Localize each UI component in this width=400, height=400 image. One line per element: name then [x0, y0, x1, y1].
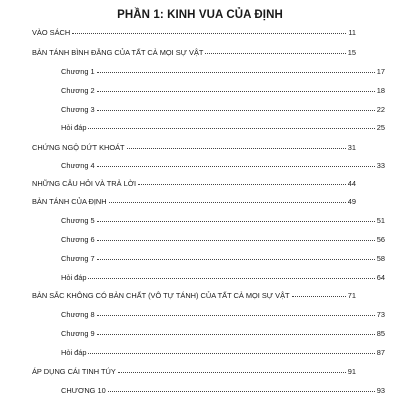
- dot-leader: [118, 372, 346, 373]
- toc-entry-label: Chương 6: [61, 235, 95, 244]
- toc-entry: [32, 198, 356, 205]
- dot-leader: [292, 296, 346, 297]
- toc-entry-label: Chương 4: [61, 161, 95, 170]
- toc-entry: [32, 68, 385, 75]
- toc-entry-label: Chương 7: [61, 254, 95, 263]
- dot-leader: [97, 315, 375, 316]
- toc-entry-page: 17: [376, 67, 385, 76]
- toc-entry: [32, 330, 385, 337]
- dot-leader: [97, 259, 375, 260]
- toc-entry-page: 11: [348, 28, 356, 37]
- toc-entry-page: 85: [376, 329, 385, 338]
- toc-entry: [32, 49, 356, 56]
- toc-entry-page: 71: [347, 291, 356, 300]
- dot-leader: [108, 391, 375, 392]
- toc-entry-page: 93: [376, 386, 385, 395]
- toc-entry-page: 64: [376, 273, 385, 282]
- toc-entry-label: VÀO SÁCH: [32, 28, 71, 37]
- toc-entry-label: CHƯƠNG 10: [61, 386, 106, 395]
- toc-entry-label: Chương 5: [61, 216, 95, 225]
- toc-entry: [32, 162, 385, 169]
- toc-entry: [32, 87, 385, 94]
- toc-entry: [32, 292, 356, 299]
- toc-entry-label: Chương 1: [61, 67, 95, 76]
- dot-leader: [88, 278, 374, 279]
- toc-entry-label: BẢN TÁNH BÌNH ĐẲNG CỦA TẤT CẢ MỌI SỰ VẬT: [32, 48, 204, 57]
- toc-entry-page: 22: [376, 105, 385, 114]
- toc-entry-label: Chương 9: [61, 329, 95, 338]
- dot-leader: [97, 91, 375, 92]
- toc-entry: [32, 106, 385, 113]
- toc-entry: [32, 217, 385, 224]
- toc-entry-page: 15: [347, 48, 356, 57]
- toc-entry-page: 18: [376, 86, 385, 95]
- toc-entry-label: Hỏi đáp: [61, 123, 87, 132]
- toc-entry-label: Chương 2: [61, 86, 95, 95]
- toc-entry-page: 31: [347, 143, 356, 152]
- toc-entry-label: NHỮNG CÂU HỎI VÀ TRẢ LỜI: [32, 179, 137, 188]
- toc-entry-label: BẢN TÁNH CỦA ĐỊNH: [32, 197, 107, 206]
- toc-entry-label: ÁP DỤNG CÁI TINH TÚY: [32, 367, 116, 376]
- toc-entry-page: 56: [376, 235, 385, 244]
- toc-entry: [32, 144, 356, 151]
- dot-leader: [109, 202, 346, 203]
- toc-entry-page: 91: [347, 367, 356, 376]
- toc-entry: [32, 255, 385, 262]
- toc-entry: [32, 180, 356, 187]
- toc-entry-page: 44: [347, 179, 356, 188]
- dot-leader: [97, 166, 375, 167]
- dot-leader: [97, 221, 375, 222]
- dot-leader: [88, 353, 374, 354]
- toc-entry-label: Chương 3: [61, 105, 95, 114]
- toc-entry-label: Hỏi đáp: [61, 348, 87, 357]
- toc-entry-page: 25: [376, 123, 385, 132]
- dot-leader: [138, 184, 346, 185]
- toc-entry-label: Hỏi đáp: [61, 273, 87, 282]
- toc-entry-label: Chương 8: [61, 310, 95, 319]
- toc-entry: [32, 311, 385, 318]
- toc-entry: [32, 124, 385, 131]
- page-title: PHẦN 1: KINH VUA CỦA ĐỊNH: [117, 9, 283, 21]
- dot-leader: [97, 240, 375, 241]
- toc-entry-page: 73: [376, 310, 385, 319]
- dot-leader: [97, 72, 375, 73]
- dot-leader: [205, 53, 345, 54]
- toc-entry-page: 49: [347, 197, 356, 206]
- toc-entry-page: 33: [376, 161, 385, 170]
- toc-entry: [32, 349, 385, 356]
- toc-entry-label: BẢN SẮC KHÔNG CÓ BẢN CHẤT (VÔ TỰ TÁNH) CỦA TẤT CẢ MỌI SỰ VẬT: [32, 291, 290, 300]
- dot-leader: [88, 128, 374, 129]
- toc-entry: [32, 236, 385, 243]
- dot-leader: [72, 33, 346, 34]
- toc-entry-page: 51: [376, 216, 385, 225]
- toc-entry-label: CHỨNG NGỘ DỨT KHOÁT: [32, 143, 125, 152]
- toc-entry: [32, 387, 385, 394]
- toc-entry-page: 58: [376, 254, 385, 263]
- dot-leader: [97, 334, 375, 335]
- dot-leader: [127, 148, 346, 149]
- toc-entry: [32, 368, 356, 375]
- toc-entry-page: 87: [376, 348, 385, 357]
- toc-entry: [32, 29, 356, 36]
- toc-entry: [32, 274, 385, 281]
- dot-leader: [97, 110, 375, 111]
